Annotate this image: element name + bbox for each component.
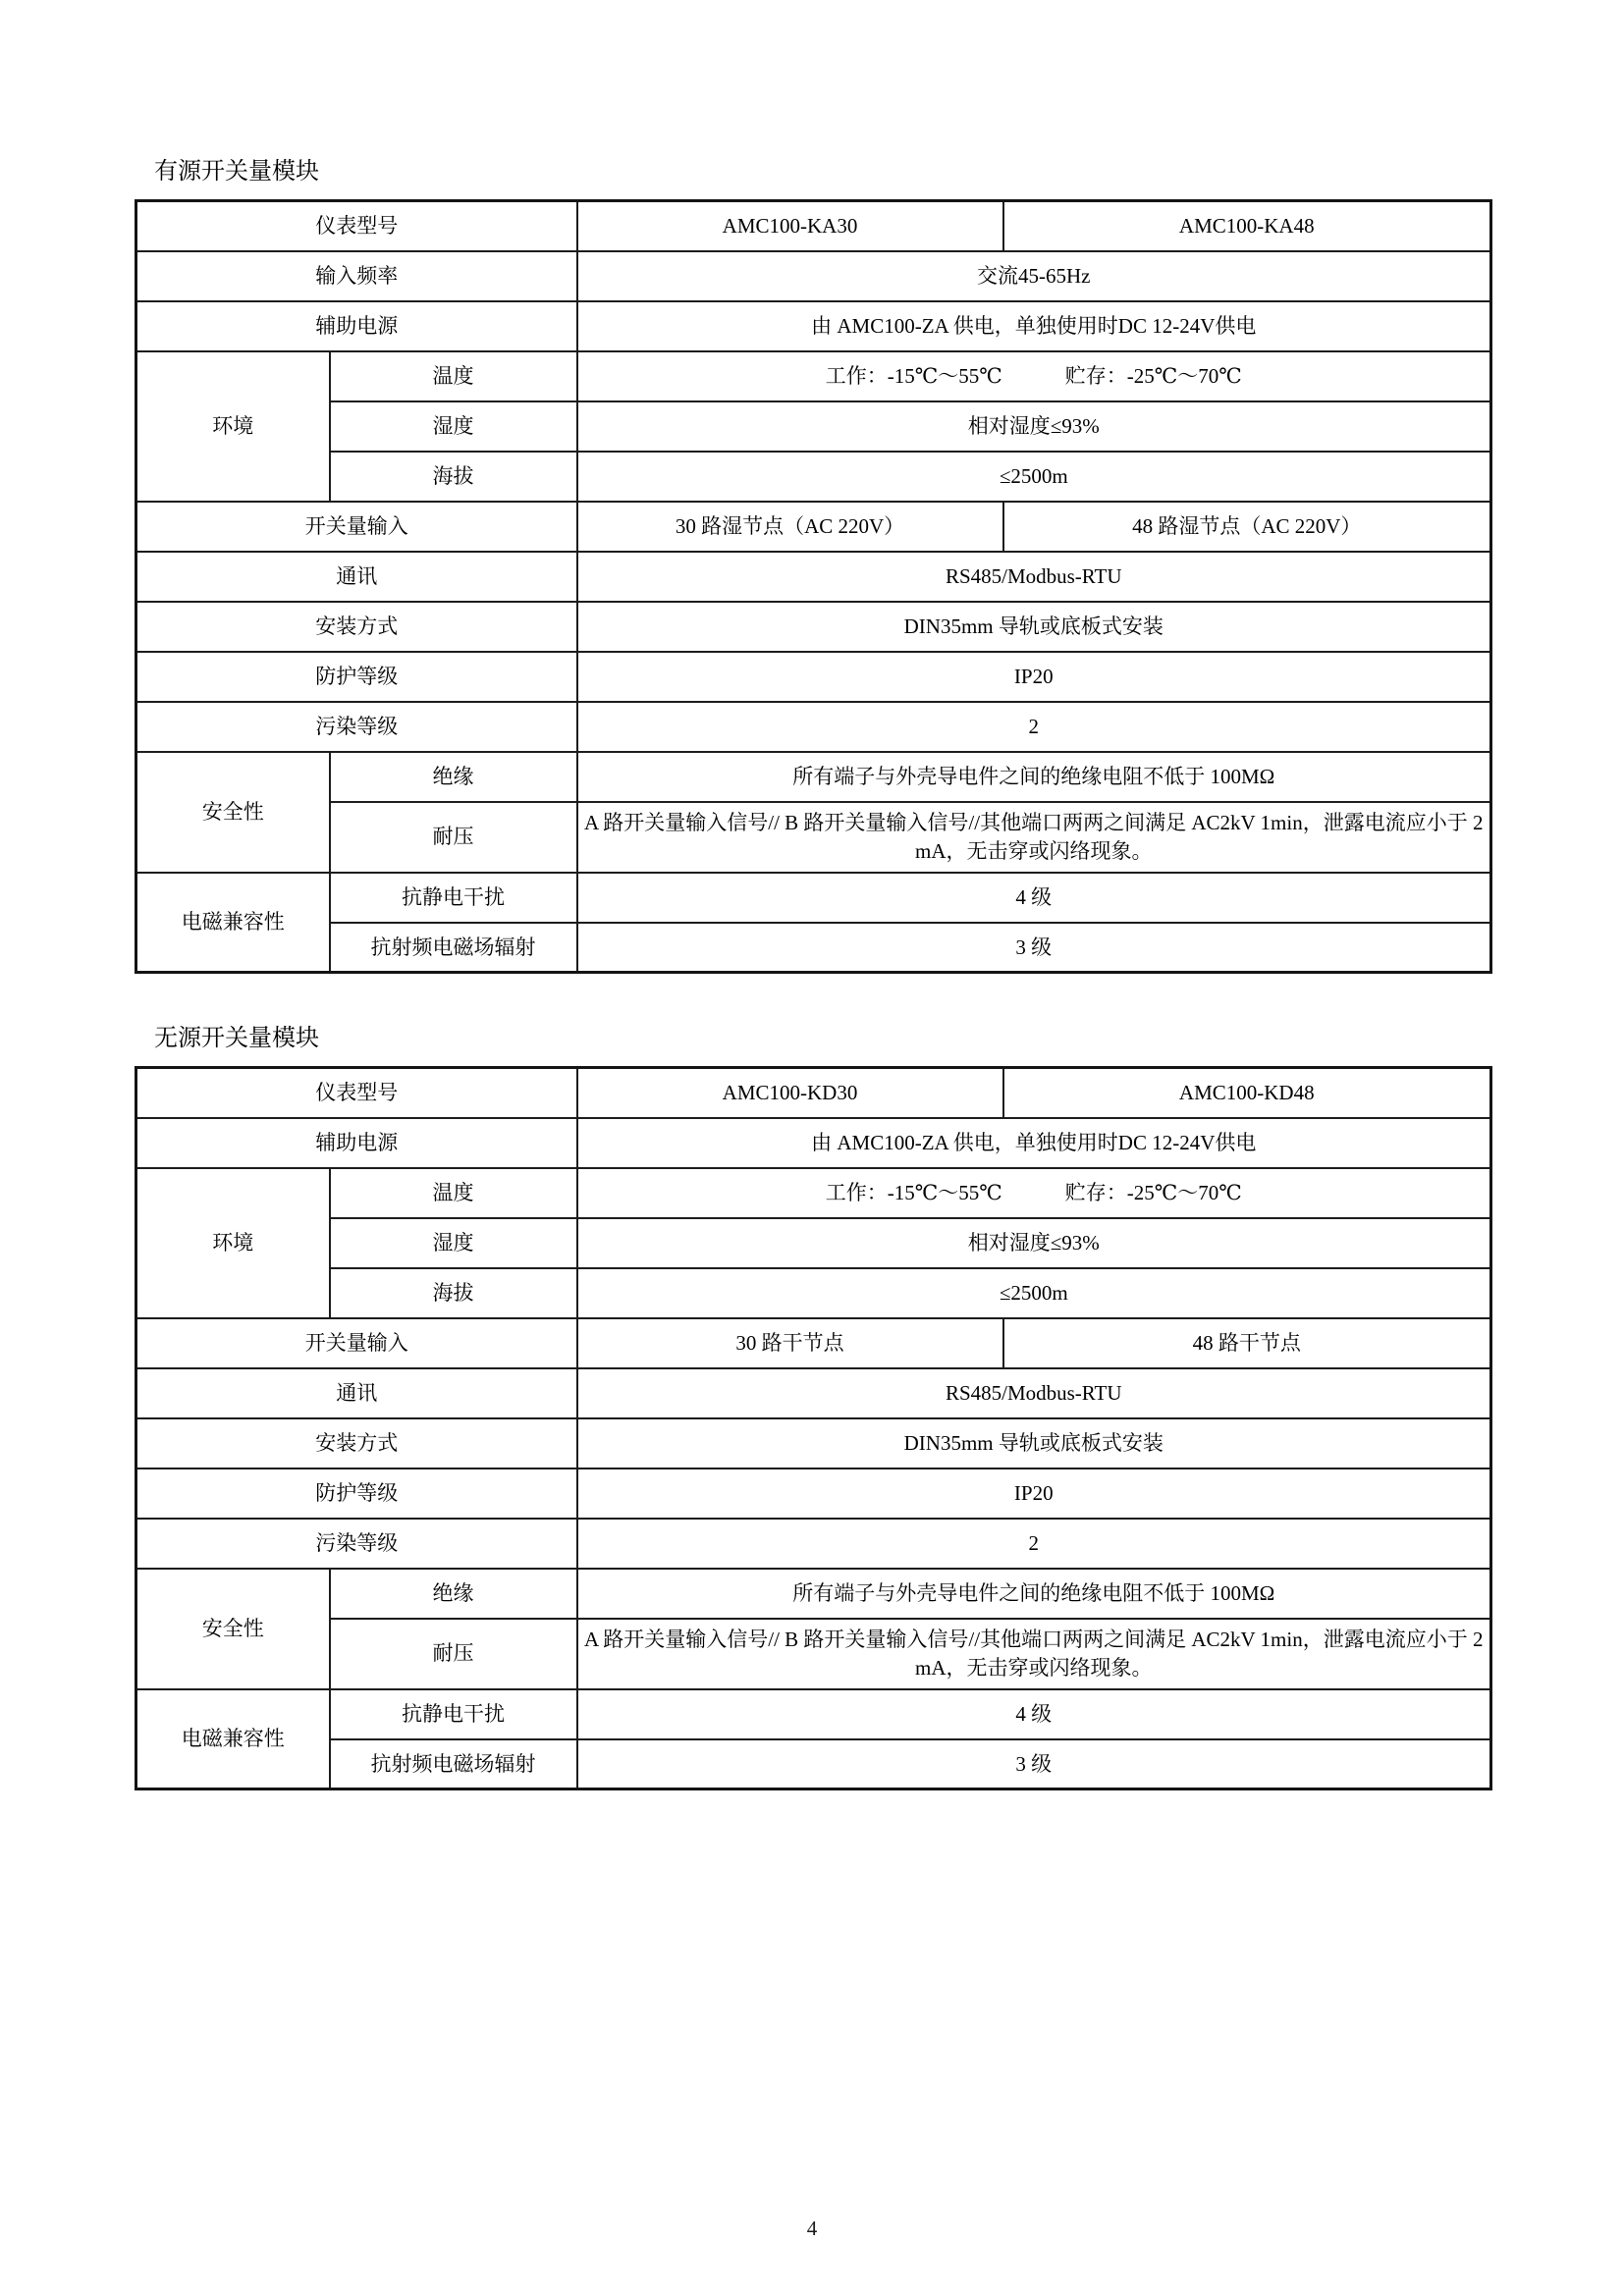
model-a-value: AMC100-KD30 <box>577 1068 1003 1118</box>
row-value: IP20 <box>577 652 1491 702</box>
row-value: 3 级 <box>577 923 1491 973</box>
group-label-safety: 安全性 <box>136 752 330 873</box>
row-value: 由 AMC100-ZA 供电，单独使用时DC 12-24V供电 <box>577 1118 1491 1168</box>
group-label-environment: 环境 <box>136 1168 330 1318</box>
model-a-value: AMC100-KA30 <box>577 201 1003 251</box>
row-label: 抗静电干扰 <box>330 873 577 923</box>
model-b-value: AMC100-KA48 <box>1003 201 1491 251</box>
table-row <box>136 351 1491 401</box>
temperature-values <box>584 362 1485 390</box>
table-row <box>136 752 1491 802</box>
row-value: RS485/Modbus-RTU <box>577 552 1491 602</box>
table-row <box>136 1268 1491 1318</box>
row-value: 4 级 <box>577 873 1491 923</box>
row-label: 温度 <box>330 351 577 401</box>
row-label: 输入频率 <box>136 251 577 301</box>
row-label: 辅助电源 <box>136 1118 577 1168</box>
table-title-passive-switch-module: 无源开关量模块 <box>154 1026 319 1051</box>
row-label: 开关量输入 <box>136 1318 577 1368</box>
row-label: 海拔 <box>330 1268 577 1318</box>
row-label: 开关量输入 <box>136 502 577 552</box>
switch-input-b-value: 48 路干节点 <box>1003 1318 1491 1368</box>
spec-table-active-switch-module <box>135 199 1492 974</box>
row-value: 所有端子与外壳导电件之间的绝缘电阻不低于 100MΩ <box>577 1569 1491 1619</box>
row-label: 绝缘 <box>330 1569 577 1619</box>
row-label: 仪表型号 <box>136 1068 577 1118</box>
row-label: 污染等级 <box>136 702 577 752</box>
row-label: 辅助电源 <box>136 301 577 351</box>
row-value <box>577 351 1491 401</box>
row-label: 温度 <box>330 1168 577 1218</box>
row-value: 由 AMC100-ZA 供电，单独使用时DC 12-24V供电 <box>577 301 1491 351</box>
table-row <box>136 1218 1491 1268</box>
row-value: 2 <box>577 702 1491 752</box>
row-label: 绝缘 <box>330 752 577 802</box>
row-value: 相对湿度≤93% <box>577 1218 1491 1268</box>
table-row <box>136 702 1491 752</box>
row-label: 抗射频电磁场辐射 <box>330 923 577 973</box>
group-label-environment: 环境 <box>136 351 330 502</box>
temperature-storage: 贮存：-25℃～70℃ <box>1064 1180 1242 1204</box>
table-row <box>136 452 1491 502</box>
group-label-safety: 安全性 <box>136 1569 330 1689</box>
row-value: A 路开关量输入信号// B 路开关量输入信号//其他端口两两之间满足 AC2kV 1min，泄露电流应小于 2mA，无击穿或闪络现象。 <box>577 802 1491 873</box>
row-value <box>577 1168 1491 1218</box>
row-label: 湿度 <box>330 1218 577 1268</box>
table-row <box>136 1689 1491 1739</box>
row-label: 湿度 <box>330 401 577 452</box>
group-label-emc: 电磁兼容性 <box>136 1689 330 1789</box>
row-label: 仪表型号 <box>136 201 577 251</box>
row-value: DIN35mm 导轨或底板式安装 <box>577 1418 1491 1468</box>
table-row <box>136 401 1491 452</box>
row-label: 防护等级 <box>136 652 577 702</box>
table-title-active-switch-module: 有源开关量模块 <box>154 159 319 185</box>
table-row <box>136 873 1491 923</box>
row-value: 3 级 <box>577 1739 1491 1789</box>
table-row <box>136 1619 1491 1689</box>
row-label: 海拔 <box>330 452 577 502</box>
row-value: DIN35mm 导轨或底板式安装 <box>577 602 1491 652</box>
row-value: 相对湿度≤93% <box>577 401 1491 452</box>
temperature-work: 工作：-15℃～55℃ <box>825 1180 1002 1204</box>
page-number: 4 <box>806 2216 818 2240</box>
temperature-work: 工作：-15℃～55℃ <box>825 363 1002 388</box>
model-b-value: AMC100-KD48 <box>1003 1068 1491 1118</box>
temperature-storage: 贮存：-25℃～70℃ <box>1064 363 1242 388</box>
row-label: 污染等级 <box>136 1519 577 1569</box>
table-row <box>136 1168 1491 1218</box>
spec-table-passive-switch-module <box>135 1066 1492 1790</box>
row-value: 2 <box>577 1519 1491 1569</box>
table-row <box>136 1569 1491 1619</box>
row-label: 防护等级 <box>136 1468 577 1519</box>
table-row <box>136 602 1491 652</box>
table-row <box>136 301 1491 351</box>
row-value: ≤2500m <box>577 1268 1491 1318</box>
table-row <box>136 1418 1491 1468</box>
table-row <box>136 1739 1491 1789</box>
page-content <box>135 0 1489 1790</box>
switch-input-b-value: 48 路湿节点（AC 220V） <box>1003 502 1491 552</box>
table-row <box>136 201 1491 251</box>
row-value: IP20 <box>577 1468 1491 1519</box>
switch-input-a-value: 30 路湿节点（AC 220V） <box>577 502 1003 552</box>
row-label: 抗射频电磁场辐射 <box>330 1739 577 1789</box>
row-label: 通讯 <box>136 1368 577 1418</box>
table-row <box>136 502 1491 552</box>
table-row <box>136 251 1491 301</box>
table-row <box>136 802 1491 873</box>
row-value: 交流45-65Hz <box>577 251 1491 301</box>
table-row <box>136 1118 1491 1168</box>
table-row <box>136 552 1491 602</box>
row-label: 通讯 <box>136 552 577 602</box>
row-label: 安装方式 <box>136 602 577 652</box>
row-label: 耐压 <box>330 1619 577 1689</box>
table-row <box>136 1068 1491 1118</box>
row-label: 抗静电干扰 <box>330 1689 577 1739</box>
row-value: A 路开关量输入信号// B 路开关量输入信号//其他端口两两之间满足 AC2kV 1min，泄露电流应小于 2mA，无击穿或闪络现象。 <box>577 1619 1491 1689</box>
table-row <box>136 1519 1491 1569</box>
row-label: 耐压 <box>330 802 577 873</box>
table-row <box>136 1318 1491 1368</box>
table-row <box>136 1468 1491 1519</box>
temperature-values <box>584 1179 1485 1206</box>
row-value: 4 级 <box>577 1689 1491 1739</box>
row-value: RS485/Modbus-RTU <box>577 1368 1491 1418</box>
group-label-emc: 电磁兼容性 <box>136 873 330 973</box>
row-value: 所有端子与外壳导电件之间的绝缘电阻不低于 100MΩ <box>577 752 1491 802</box>
row-label: 安装方式 <box>136 1418 577 1468</box>
switch-input-a-value: 30 路干节点 <box>577 1318 1003 1368</box>
row-value: ≤2500m <box>577 452 1491 502</box>
table-row <box>136 652 1491 702</box>
table-row <box>136 923 1491 973</box>
table-row <box>136 1368 1491 1418</box>
